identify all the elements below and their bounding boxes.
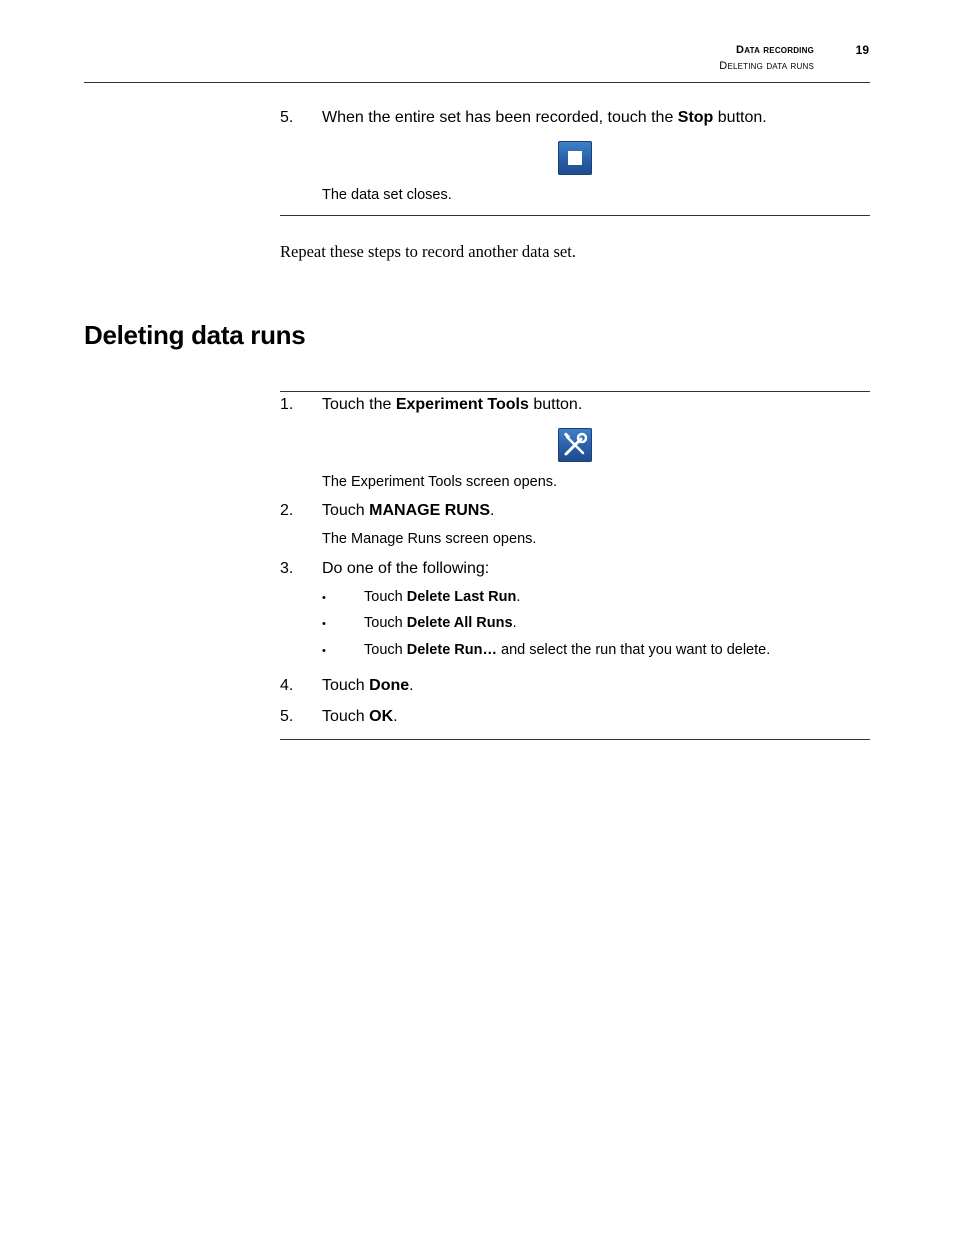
step-result: The Manage Runs screen opens. xyxy=(322,531,537,547)
step-number: 5. xyxy=(280,708,294,725)
step-result: The Experiment Tools screen opens. xyxy=(322,474,558,490)
step-result: The data set closes. xyxy=(322,187,452,203)
bullet-icon: • xyxy=(322,645,326,657)
step-text: Touch MANAGE RUNS. xyxy=(322,502,495,519)
tools-icon xyxy=(558,428,592,462)
step-end-rule xyxy=(280,215,870,216)
done-label: Done xyxy=(369,677,410,694)
delete-all-runs-label: Delete All Runs xyxy=(406,615,513,631)
running-header-section: Data recording xyxy=(736,44,814,56)
page-number: 19 xyxy=(855,43,869,57)
step-number: 2. xyxy=(280,502,294,519)
experiment-tools-label: Experiment Tools xyxy=(395,396,529,413)
step-text: Touch the Experiment Tools button. xyxy=(322,396,583,413)
procedure-end-rule xyxy=(280,739,870,740)
step-number: 4. xyxy=(280,677,294,694)
step-text: Touch OK. xyxy=(322,708,398,725)
list-item: Touch Delete Run… and select the run that you want to delete. xyxy=(364,642,771,658)
procedure-start-rule xyxy=(280,391,870,392)
list-item: Touch Delete All Runs. xyxy=(364,615,517,631)
header-rule xyxy=(84,82,870,83)
stop-button-label: Stop xyxy=(677,109,714,126)
step-number: 1. xyxy=(280,396,294,413)
delete-run-label: Delete Run… xyxy=(406,642,497,658)
bullet-icon: • xyxy=(322,618,326,630)
manage-runs-label: MANAGE RUNS xyxy=(369,502,491,519)
stop-icon xyxy=(558,141,592,175)
ok-label: OK xyxy=(369,708,394,725)
running-header-subsection: Deleting data runs xyxy=(719,60,814,72)
step-number: 5. xyxy=(280,109,294,126)
delete-last-run-label: Delete Last Run xyxy=(406,589,517,605)
list-item: Touch Delete Last Run. xyxy=(364,589,521,605)
step-text: Touch Done. xyxy=(322,677,414,694)
step-number: 3. xyxy=(280,560,294,577)
step-text: Do one of the following: xyxy=(322,560,490,577)
section-heading: Deleting data runs xyxy=(84,320,306,350)
repeat-paragraph: Repeat these steps to record another data set. xyxy=(280,242,576,261)
step-text: When the entire set has been recorded, touch the Stop button. xyxy=(322,109,767,126)
bullet-icon: • xyxy=(322,592,326,604)
